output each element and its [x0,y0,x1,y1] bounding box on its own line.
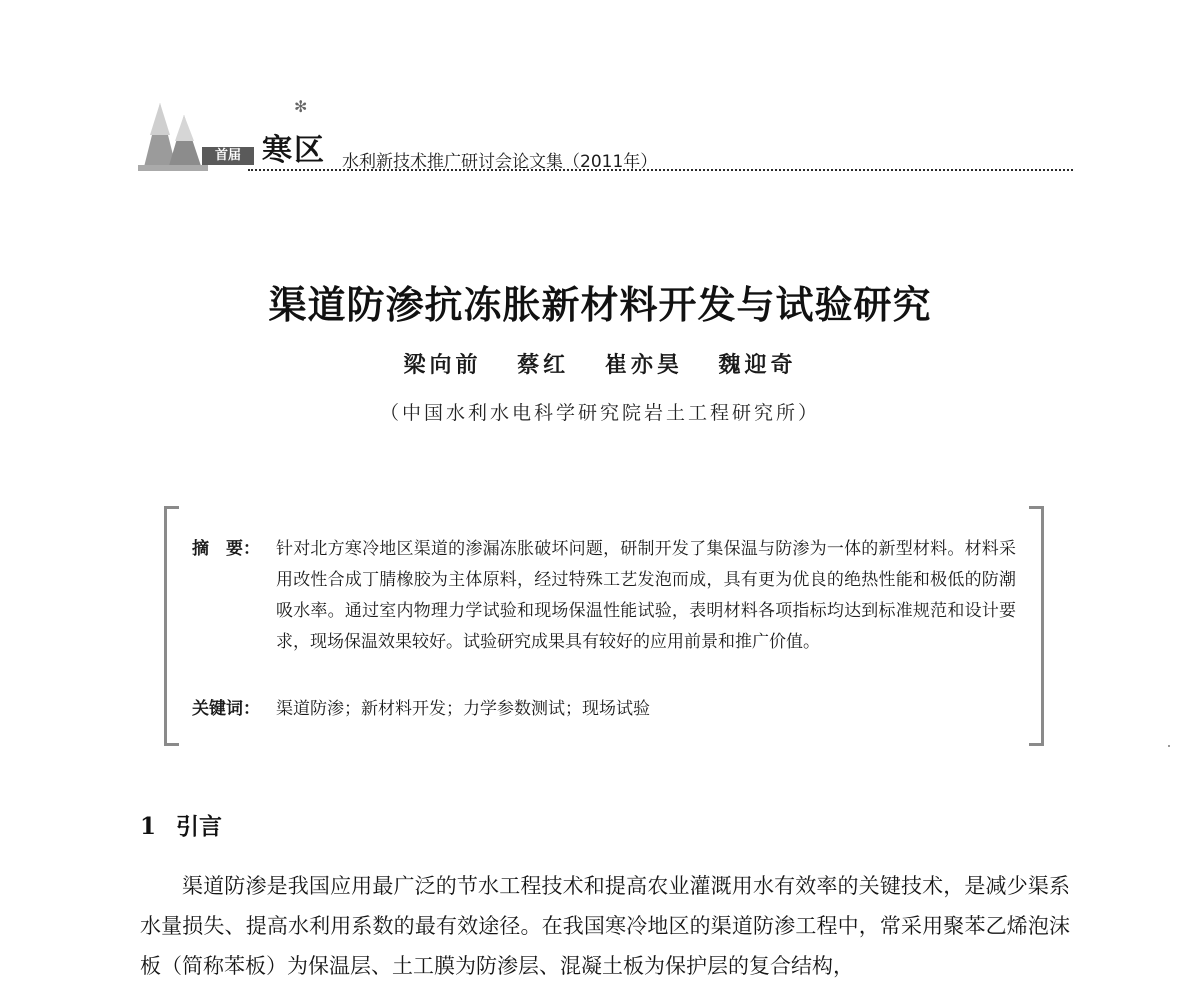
paper-title: 渠道防渗抗冻胀新材料开发与试验研究 [268,282,932,327]
abstract-text: 针对北方寒冷地区渠道的渗漏冻胀破坏问题，研制开发了集保温与防渗为一体的新型材料。材料采用改性合成丁腈橡胶为主体原料，经过特殊工艺发泡而成，具有更为优良的绝热性能和极低的防潮吸水率。通过室内物理力学试验和现场保温性能试验，表明材料各项指标均达到标准规范和设计要求，现场保温效果较好。试验研究成果具有较好的应用前景和推广价值。 [276,539,1016,652]
abstract-box [164,506,1044,746]
header-rule [248,169,1073,171]
section-heading [140,808,222,841]
keywords-text: 渠道防渗；新材料开发；力学参数测试；现场试验 [276,699,650,719]
snowflake-icon: ✻ [294,97,308,116]
header-badge: 首届 [202,147,254,165]
abstract-label: 摘 要： [192,539,260,559]
running-header [138,95,1073,177]
abstract-left-bracket [164,506,179,746]
author-name: 梁向前 [403,352,482,378]
abstract-right-bracket [1029,506,1044,746]
section-number: 1 [140,813,157,840]
body-paragraph: 渠道防渗是我国应用最广泛的节水工程技术和提高农业灌溉用水有效率的关键技术，是减少渠系水量损失、提高水利用系数的最有效途径。在我国寒冷地区的渠道防渗工程中，常采用聚苯乙烯泡沫板（简称苯板）为保温层、土工膜为防渗层、混凝土板为保护层的复合结构， [140,874,1070,978]
header-brand: 寒区 [262,133,326,168]
author-list [0,348,1200,379]
snowy-trees-icon [138,95,208,171]
section-title: 引言 [176,814,223,840]
author-name: 蔡红 [517,352,570,378]
keywords-label: 关键词： [192,699,260,719]
affiliation: （中国水利水电科学研究院岩土工程研究所） [379,402,820,424]
header-series-title: 水利新技术推广研讨会论文集（2011年） [342,152,658,172]
author-name: 魏迎奇 [718,352,797,378]
author-name: 崔亦昊 [604,352,683,378]
scan-speck [1168,745,1170,747]
